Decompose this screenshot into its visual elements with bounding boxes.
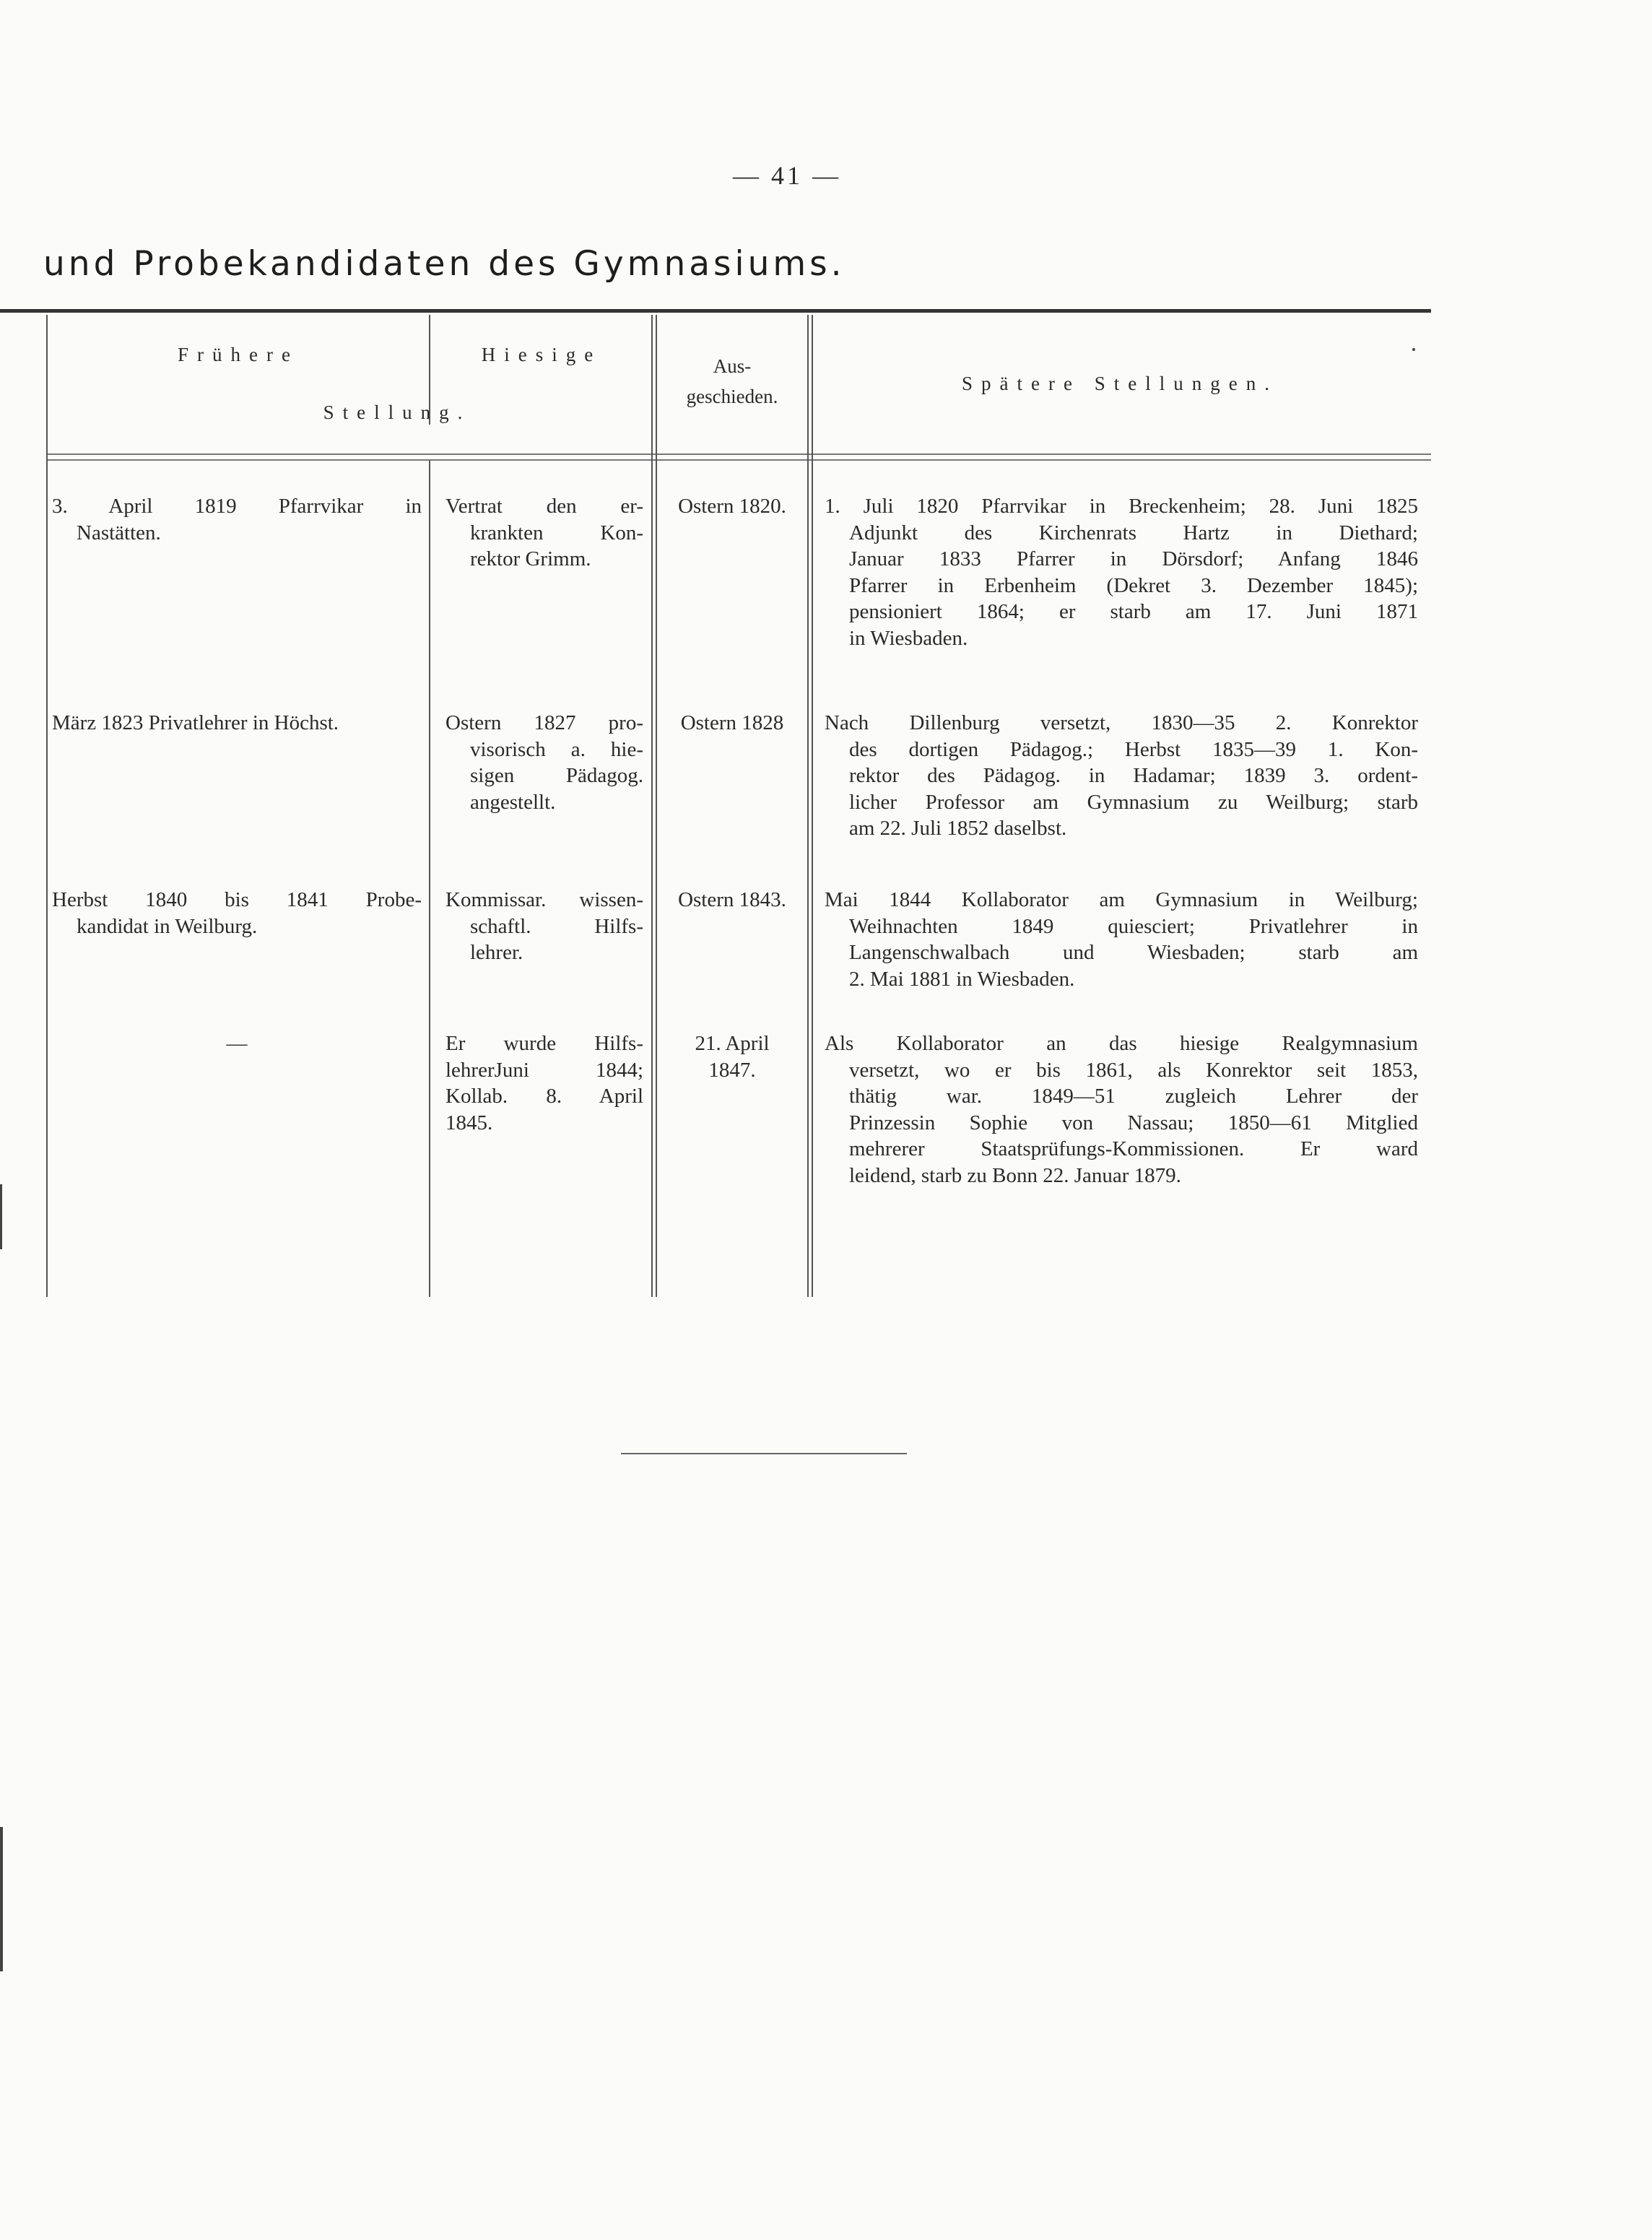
header-stellung: Stellung. bbox=[323, 401, 471, 423]
cell-hiesige bbox=[445, 493, 643, 573]
table-top-rule bbox=[0, 309, 1431, 313]
cell-line: in Wiesbaden. bbox=[849, 626, 968, 650]
cell-line: lehrerJuni 1844; bbox=[445, 1058, 643, 1082]
cell-line: Langenschwalbach und Wiesbaden; starb am bbox=[849, 941, 1418, 965]
cell-ausgeschieden bbox=[658, 1030, 806, 1083]
header-ausgeschieden-line-2: geschieden. bbox=[686, 386, 778, 407]
cell-line: Adjunkt des Kirchenrats Hartz in Diethard; bbox=[849, 521, 1418, 544]
cell-line: 3. April 1819 Pfarrvikar in bbox=[52, 495, 422, 518]
cell-line: Pfarrer in Erbenheim (Dekret 3. Dezember 1845); bbox=[849, 573, 1418, 597]
cell-line: Nach Dillenburg versetzt, 1830—35 2. Konrektor bbox=[825, 711, 1418, 734]
cell-spaetere bbox=[825, 710, 1418, 842]
cell-line: 1845. bbox=[445, 1111, 493, 1134]
cell-line: mehrerer Staatsprüfungs-Kommissionen. Er ward bbox=[849, 1137, 1418, 1161]
cell-line: des dortigen Pädagog.; Herbst 1835—39 1. Kon- bbox=[849, 737, 1418, 761]
cell-line: kandidat in Weilburg. bbox=[77, 914, 258, 938]
cell-fruehere bbox=[52, 493, 422, 546]
cell-line: rektor des Pädagog. in Hadamar; 1839 3. ordent- bbox=[849, 764, 1418, 788]
header-ausgeschieden bbox=[657, 351, 807, 412]
cell-line: sigen Pädagog. bbox=[470, 764, 643, 788]
cell-line: rektor Grimm. bbox=[470, 547, 591, 571]
cell-spaetere bbox=[825, 493, 1418, 652]
margin-mark bbox=[0, 1827, 3, 1971]
cell-line: Ostern 1827 pro- bbox=[445, 711, 643, 734]
cell-line: Er wurde Hilfs- bbox=[445, 1032, 643, 1055]
cell-line: 2. Mai 1881 in Wiesbaden. bbox=[849, 967, 1075, 991]
cell-ausgeschieden bbox=[658, 493, 806, 520]
bottom-short-rule bbox=[621, 1453, 907, 1454]
cell-line: März 1823 Privatlehrer in Höchst. bbox=[52, 711, 339, 734]
cell-line: 1847. bbox=[708, 1058, 756, 1082]
cell-fruehere bbox=[52, 710, 422, 737]
cell-line: licher Professor am Gymnasium zu Weilburg; starb bbox=[849, 790, 1418, 814]
cell-fruehere bbox=[52, 887, 422, 939]
column-divider-3 bbox=[807, 315, 809, 1297]
cell-line: krankten Kon- bbox=[470, 521, 643, 544]
header-ausgeschieden-line-1: Aus- bbox=[713, 355, 752, 377]
cell-hiesige bbox=[445, 710, 643, 815]
header-hiesige: Hiesige bbox=[481, 344, 602, 365]
cell-line: lehrer. bbox=[470, 941, 523, 965]
header-separator-rule-2 bbox=[47, 459, 1431, 461]
cell-spaetere bbox=[825, 887, 1418, 992]
cell-ausgeschieden bbox=[658, 710, 806, 737]
cell-line: leidend, starb zu Bonn 22. Januar 1879. bbox=[849, 1163, 1181, 1187]
table-left-border bbox=[46, 315, 48, 1297]
cell-line: Mai 1844 Kollaborator am Gymnasium in Weilburg; bbox=[825, 888, 1418, 911]
column-divider-2 bbox=[651, 315, 653, 1297]
cell-line: — bbox=[226, 1032, 248, 1055]
cell-line: Ostern 1828 bbox=[680, 711, 784, 734]
cell-line: Ostern 1843. bbox=[678, 888, 786, 911]
cell-line: Vertrat den er- bbox=[445, 495, 643, 518]
cell-line: versetzt, wo er bis 1861, als Konrektor seit 1853, bbox=[849, 1058, 1418, 1082]
cell-line: Kollab. 8. April bbox=[445, 1085, 643, 1108]
cell-hiesige bbox=[445, 1030, 643, 1136]
page-title: und Probekandidaten des Gymnasiums. bbox=[43, 244, 845, 284]
cell-line: Herbst 1840 bis 1841 Probe- bbox=[52, 888, 422, 911]
cell-line: pensioniert 1864; er starb am 17. Juni 1871 bbox=[849, 600, 1418, 624]
header-spaetere: Spätere Stellungen. bbox=[962, 373, 1278, 394]
cell-line: Weihnachten 1849 quiesciert; Privatlehrer in bbox=[849, 914, 1418, 938]
cell-fruehere bbox=[52, 1030, 422, 1057]
cell-spaetere bbox=[825, 1030, 1418, 1189]
cell-line: Prinzessin Sophie von Nassau; 1850—61 Mitglied bbox=[849, 1111, 1418, 1134]
cell-line: Ostern 1820. bbox=[678, 495, 786, 518]
cell-line: angestellt. bbox=[470, 790, 556, 814]
header-separator-rule bbox=[47, 453, 1431, 455]
cell-line: schaftl. Hilfs- bbox=[470, 914, 643, 938]
cell-line: 1. Juli 1820 Pfarrvikar in Breckenheim; 28. Juni 1825 bbox=[825, 495, 1418, 518]
column-divider-1 bbox=[429, 461, 430, 1297]
column-divider-2b bbox=[656, 315, 657, 1297]
header-fruehere: Frühere bbox=[178, 344, 299, 365]
cell-line: am 22. Juli 1852 daselbst. bbox=[849, 817, 1067, 841]
cell-ausgeschieden bbox=[658, 887, 806, 913]
margin-mark bbox=[0, 1184, 2, 1249]
page-number: — 41 — bbox=[733, 161, 841, 190]
cell-line: Nastätten. bbox=[77, 521, 161, 544]
cell-hiesige bbox=[445, 887, 643, 966]
cell-line: Kommissar. wissen- bbox=[445, 888, 643, 911]
column-divider-3b bbox=[812, 315, 813, 1297]
cell-line: visorisch a. hie- bbox=[470, 737, 643, 761]
cell-line: Januar 1833 Pfarrer in Dörsdorf; Anfang 1846 bbox=[849, 547, 1418, 571]
cell-line: thätig war. 1849—51 zugleich Lehrer der bbox=[849, 1085, 1418, 1108]
cell-line: Als Kollaborator an das hiesige Realgymnasium bbox=[825, 1032, 1418, 1055]
dot-mark bbox=[1412, 348, 1415, 351]
cell-line: 21. April bbox=[695, 1032, 770, 1055]
